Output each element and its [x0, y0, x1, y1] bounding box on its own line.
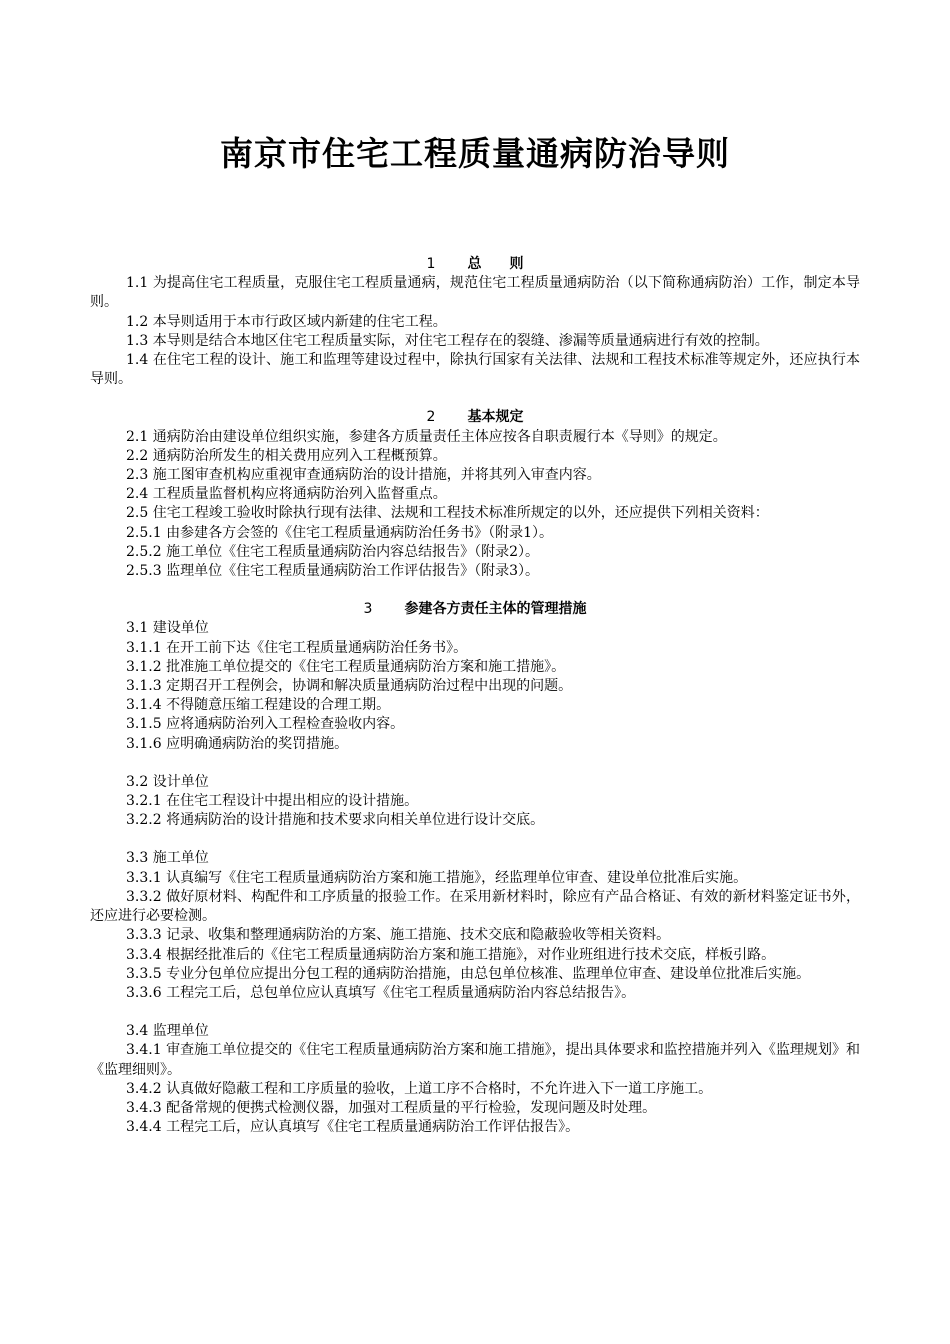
paragraph: 3.4.3 配备常规的便携式检测仪器，加强对工程质量的平行检验，发现问题及时处理。 [126, 1099, 657, 1116]
paragraph: 2.5.1 由参建各方会签的《住宅工程质量通病防治任务书》（附录1）。 [126, 524, 553, 541]
paragraph: 3.3.5 专业分包单位应提出分包工程的通病防治措施，由总包单位核准、监理单位审查、建设单位批准后实施。 [126, 965, 811, 982]
paragraph: 3.4.1 审查施工单位提交的《住宅工程质量通病防治方案和施工措施》，提出具体要求和监控措施并列入《监理规划》和《监理细则》。 [90, 1042, 860, 1078]
paragraph: 2.3 施工图审查机构应重视审查通病防治的设计措施，并将其列入审查内容。 [126, 467, 601, 484]
paragraph: 3.2.2 将通病防治的设计措施和技术要求向相关单位进行设计交底。 [126, 812, 545, 829]
document-title: 南京市住宅工程质量通病防治导则 [220, 134, 730, 173]
paragraph: 3.1.5 应将通病防治列入工程检查验收内容。 [126, 716, 405, 733]
paragraph: 3.1.4 不得随意压缩工程建设的合理工期。 [126, 697, 391, 714]
paragraph: 3.1.6 应明确通病防治的奖罚措施。 [126, 735, 349, 752]
paragraph: 1.2 本导则适用于本市行政区域内新建的住宅工程。 [126, 313, 447, 330]
paragraph: 2.5.3 监理单位《住宅工程质量通病防治工作评估报告》（附录3）。 [126, 563, 539, 580]
section-title: 参建各方责任主体的管理措施 [404, 601, 587, 618]
paragraph: 2.5 住宅工程竣工验收时除执行现有法律、法规和工程技术标准所规定的以外，还应提供下列相关资料： [126, 505, 769, 522]
paragraph: 3.1.3 定期召开工程例会，协调和解决质量通病防治过程中出现的问题。 [126, 678, 573, 695]
paragraph: 2.5.2 施工单位《住宅工程质量通病防治内容总结报告》（附录2）。 [126, 543, 539, 560]
paragraph: 1.4 在住宅工程的设计、施工和监理等建设过程中，除执行国家有关法律、法规和工程技术标准等规定外，还应执行本导则。 [90, 352, 860, 388]
paragraph: 3.3.1 认真编写《住宅工程质量通病防治方案和施工措施》，经监理单位审查、建设单位批准后实施。 [126, 869, 748, 886]
section-heading-2 [90, 408, 860, 427]
paragraph: 3.4.4 工程完工后，应认真填写《住宅工程质量通病防治工作评估报告》。 [126, 1119, 580, 1136]
section-heading-1 [90, 255, 860, 274]
paragraph: 3.3.4 根据经批准后的《住宅工程质量通病防治方案和施工措施》，对作业班组进行技术交底，样板引路。 [126, 946, 776, 963]
paragraph: 3.4 监理单位 [126, 1023, 209, 1040]
paragraph: 3.1.1 在开工前下达《住宅工程质量通病防治任务书》。 [126, 639, 468, 656]
section-number: 2 [426, 409, 436, 426]
paragraph: 3.1.2 批准施工单位提交的《住宅工程质量通病防治方案和施工措施》。 [126, 658, 566, 675]
paragraph: 2.2 通病防治所发生的相关费用应列入工程概预算。 [126, 447, 447, 464]
paragraph: 2.1 通病防治由建设单位组织实施，参建各方质量责任主体应按各自职责履行本《导则》的规定。 [126, 428, 727, 445]
paragraph: 3.1 建设单位 [126, 620, 209, 637]
paragraph: 3.3.2 做好原材料、构配件和工序质量的报验工作。在采用新材料时，除应有产品合格证、有效的新材料鉴定证书外，还应进行必要检测。 [90, 888, 860, 925]
paragraph: 3.2 设计单位 [126, 773, 209, 790]
paragraph: 1.1 为提高住宅工程质量，克服住宅工程质量通病，规范住宅工程质量通病防治（以下简称通病防治）工作，制定本导则。 [90, 275, 860, 311]
paragraph: 3.4.2 认真做好隐蔽工程和工序质量的验收，上道工序不合格时，不允许进入下一道工序施工。 [126, 1080, 713, 1097]
section-number: 3 [363, 601, 373, 618]
paragraph: 3.3.6 工程完工后，总包单位应认真填写《住宅工程质量通病防治内容总结报告》。 [126, 984, 636, 1001]
paragraph: 3.3.3 记录、收集和整理通病防治的方案、施工措施、技术交底和隐蔽验收等相关资料。 [126, 927, 671, 944]
section-number: 1 [426, 256, 436, 272]
document-body [90, 255, 860, 1137]
paragraph: 1.3 本导则是结合本地区住宅工程质量实际，对住宅工程存在的裂缝、渗漏等质量通病进行有效的控制。 [126, 332, 769, 349]
paragraph: 3.2.1 在住宅工程设计中提出相应的设计措施。 [126, 793, 419, 810]
section-title: 总 则 [467, 256, 524, 272]
section-title: 基本规定 [467, 409, 524, 426]
paragraph: 2.4 工程质量监督机构应将通病防治列入监督重点。 [126, 486, 447, 503]
section-heading-3 [90, 600, 860, 619]
paragraph: 3.3 施工单位 [126, 850, 209, 867]
